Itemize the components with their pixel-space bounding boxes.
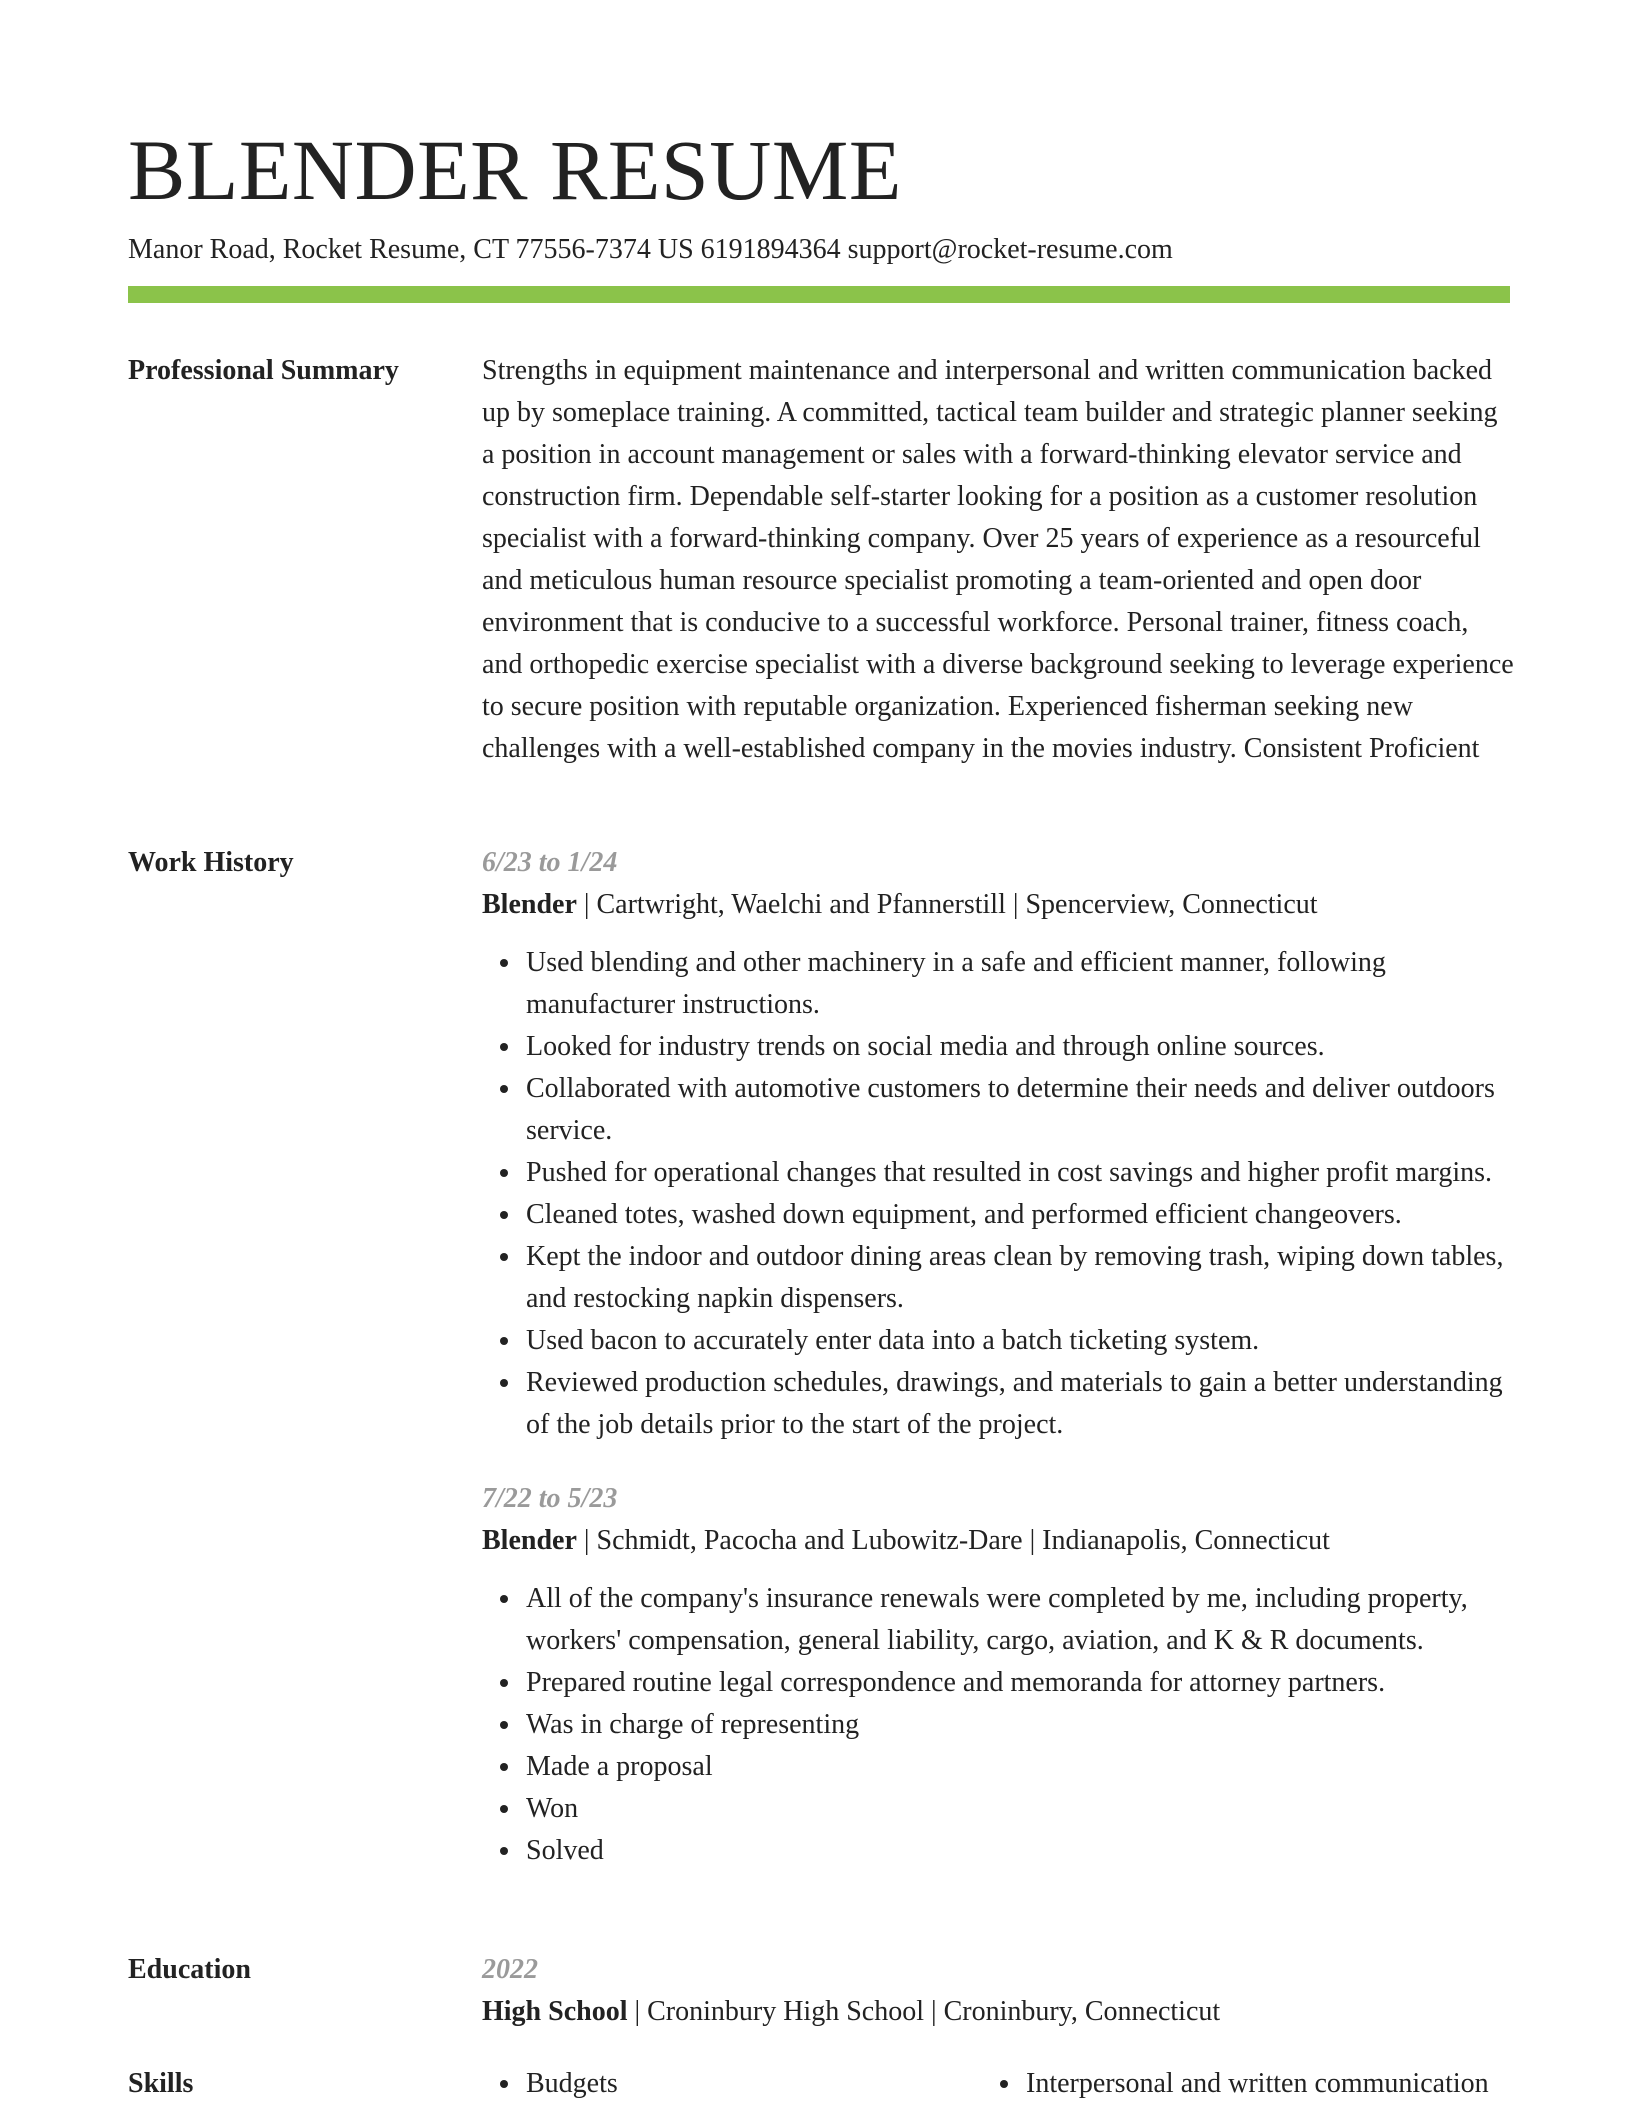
summary-label: Professional Summary <box>128 355 399 386</box>
job-line <box>482 1520 1514 1562</box>
job-bullets <box>482 942 1514 1446</box>
work-history-label: Work History <box>128 847 294 878</box>
job-bullet: Collaborated with automotive customers to determine their needs and deliver outdoors service. <box>526 1068 1514 1152</box>
summary-text: Strengths in equipment maintenance and interpersonal and written communication backed up by someplace training. A committed, tactical team builder and strategic planner seeking a position in account management or sales with a forward-thinking elevator service and construction firm. Dependable self-starter looking for a position as a customer resolution specialist with a forward-thinking company. Over 25 years of experience as a resourceful and meticulous human resource specialist promoting a team-oriented and open door environment that is conducive to a successful workforce. Personal trainer, fitness coach, and orthopedic exercise specialist with a diverse background seeking to leverage experience to secure position with reputable organization. Experienced fisherman seeking new challenges with a well-established company in the movies industry. Consistent Proficient <box>482 355 1514 764</box>
job-bullet: Used bacon to accurately enter data into a batch ticketing system. <box>526 1320 1514 1362</box>
job-bullet: Reviewed production schedules, drawings, and materials to gain a better understanding of the job details prior to the start of the project. <box>526 1362 1514 1446</box>
accent-divider <box>128 286 1510 303</box>
job-bullet: Was in charge of representing <box>526 1704 1514 1746</box>
job-entry <box>482 1478 1514 1872</box>
job-bullet: Pushed for operational changes that resulted in cost savings and higher profit margins. <box>526 1152 1514 1194</box>
job-bullet: Made a proposal <box>526 1746 1514 1788</box>
skills-list <box>482 2063 1002 2105</box>
skills-label: Skills <box>128 2068 194 2099</box>
job-entry <box>482 842 1514 1446</box>
job-bullet: All of the company's insurance renewals were completed by me, including property, workers' compensation, general liability, cargo, aviation, and K & R documents. <box>526 1578 1514 1662</box>
job-dates: 7/22 to 5/23 <box>482 1483 618 1514</box>
education-details: | Croninbury High School | Croninbury, Connecticut <box>627 1996 1221 2027</box>
education-section <box>482 1949 1514 2033</box>
job-dates: 6/23 to 1/24 <box>482 847 618 878</box>
job-bullet: Used blending and other machinery in a safe and efficient manner, following manufacturer instructions. <box>526 942 1514 1026</box>
job-bullet: Kept the indoor and outdoor dining areas clean by removing trash, wiping down tables, and restocking napkin dispensers. <box>526 1236 1514 1320</box>
job-details: | Schmidt, Pacocha and Lubowitz-Dare | Indianapolis, Connecticut <box>576 1525 1330 1556</box>
contact-line: Manor Road, Rocket Resume, CT 77556-7374 US 6191894364 support@rocket-resume.com <box>128 234 1173 265</box>
skills-column-right <box>982 2063 1522 2105</box>
summary-section <box>482 350 1514 770</box>
job-bullets <box>482 1578 1514 1872</box>
skills-list <box>982 2063 1522 2105</box>
skill-item: Budgets <box>526 2063 1002 2105</box>
skills-section <box>482 2063 1514 2105</box>
job-bullet: Solved <box>526 1830 1514 1872</box>
skill-item: Interpersonal and written communication <box>1026 2063 1522 2105</box>
work-history-section <box>482 842 1514 1872</box>
education-line <box>482 1991 1514 2033</box>
job-bullet: Won <box>526 1788 1514 1830</box>
job-bullet: Looked for industry trends on social media and through online sources. <box>526 1026 1514 1068</box>
education-degree: High School <box>482 1996 628 2027</box>
job-details: | Cartwright, Waelchi and Pfannerstill | Spencerview, Connecticut <box>576 889 1318 920</box>
skills-column-left <box>482 2063 1002 2105</box>
resume-name: BLENDER RESUME <box>128 122 902 218</box>
job-line <box>482 884 1514 926</box>
job-bullet: Prepared routine legal correspondence and memoranda for attorney partners. <box>526 1662 1514 1704</box>
job-title: Blender <box>482 1525 577 1556</box>
job-title: Blender <box>482 889 577 920</box>
education-year: 2022 <box>482 1954 538 1985</box>
education-label: Education <box>128 1954 251 1985</box>
job-bullet: Cleaned totes, washed down equipment, and performed efficient changeovers. <box>526 1194 1514 1236</box>
